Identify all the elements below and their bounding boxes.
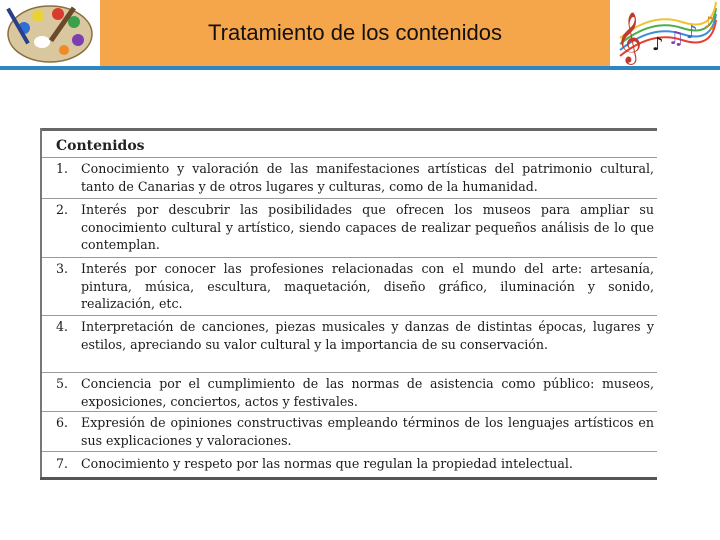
item-text: Conocimiento y respeto por las normas que regulan la propiedad intelectual. [81, 456, 573, 471]
item-number: 5. [56, 376, 69, 391]
separator [42, 198, 657, 199]
item-number: 6. [56, 415, 69, 430]
item-number: 1. [56, 161, 69, 176]
item-number: 2. [56, 202, 69, 217]
content-item-3 [56, 260, 654, 313]
item-text: Conocimiento y valoración de las manifestaciones artísticas del patrimonio cultural, tanto de Canarias y de otros lugares y culturas, como de la humanidad. [81, 161, 654, 194]
svg-text:♫: ♫ [668, 28, 685, 49]
content-item-2 [56, 201, 654, 254]
item-number: 7. [56, 456, 69, 471]
document-heading: Contenidos [56, 138, 145, 154]
separator [42, 157, 657, 158]
slide-header [0, 0, 720, 70]
content-item-4 [56, 318, 654, 353]
item-number: 4. [56, 319, 69, 334]
svg-text:♪: ♪ [652, 34, 664, 55]
paint-palette-icon [2, 0, 98, 66]
item-text: Interés por conocer las profesiones relacionadas con el mundo del arte: artesanía, pintura, música, escultura, maquetación, diseño gráfico, iluminación y sonido, realización, etc. [81, 261, 654, 311]
separator [42, 372, 657, 373]
separator [42, 411, 657, 412]
item-number: 3. [56, 261, 69, 276]
svg-text:♪: ♪ [686, 22, 698, 43]
header-rule [0, 66, 720, 70]
page-title: Tratamiento de los contenidos [208, 20, 502, 45]
separator [42, 451, 657, 452]
separator [42, 315, 657, 316]
svg-text:♫: ♫ [702, 13, 717, 32]
document-top-rule [40, 128, 657, 131]
item-text: Interpretación de canciones, piezas musicales y danzas de distintas épocas, lugares y estilos, apreciando su valor cultural y la importancia de su conservación. [81, 319, 654, 352]
contents-document [40, 128, 657, 482]
document-left-rule [40, 128, 42, 480]
content-item-1 [56, 160, 654, 195]
content-item-6 [56, 414, 654, 449]
content-item-5 [56, 375, 654, 410]
item-text: Expresión de opiniones constructivas empleando términos de los lenguajes artísticos en sus explicaciones y valoraciones. [81, 415, 654, 448]
svg-text:𝄞: 𝄞 [616, 12, 643, 63]
music-notes-icon [612, 0, 720, 66]
document-bottom-rule [40, 477, 657, 480]
item-text: Interés por descubrir las posibilidades que ofrecen los museos para ampliar su conocimiento cultural y artístico, siendo capaces de realizar pequeños análisis de lo que contemplan. [81, 202, 654, 252]
content-item-7 [56, 455, 654, 473]
item-text: Conciencia por el cumplimiento de las normas de asistencia como público: museos, exposiciones, conciertos, actos y festivales. [81, 376, 654, 409]
separator [42, 257, 657, 258]
